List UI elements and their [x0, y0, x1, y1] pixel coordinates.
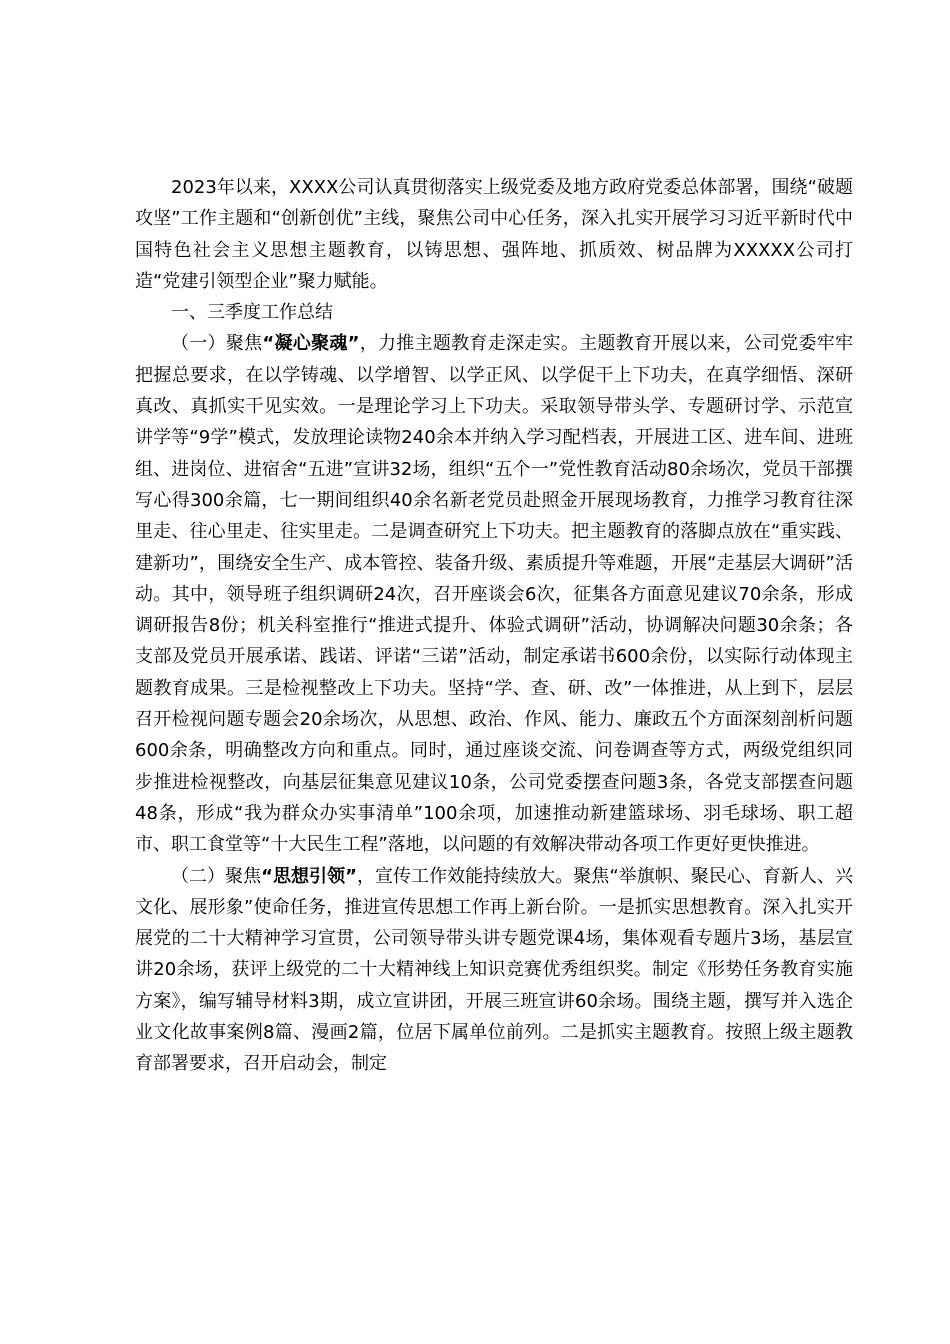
- document-body: [135, 172, 853, 1080]
- item-1-bold-title: “凝心聚魂”: [262, 333, 360, 355]
- item-2-prefix: （二）聚焦: [171, 865, 262, 887]
- item-1-prefix: （一）聚焦: [171, 333, 263, 355]
- paragraph-item-1: [135, 328, 853, 860]
- section-heading: 一、三季度工作总结: [171, 302, 333, 324]
- item-2-body: ，宣传工作效能持续放大。聚焦“举旗帜、聚民心、育新人、兴文化、展形象”使命任务，推进宣传思想工作再上新台阶。一是抓实思想教育。深入扎实开展党的二十大精神学习宣贯，公司领导带头讲专题党课4场，集体观看专题片3场，基层宣讲20余场，获评上级党的二十大精神线上知识竞赛优秀组织奖。制定《形势任务教育实施方案》，编写辅导材料3期，成立宣讲团，开展三班宣讲60余场。围绕主题，撰写并入选企业文化故事案例8篇、漫画2篇，位居下属单位前列。二是抓实主题教育。按照上级主题教育部署要求，召开启动会，制定: [135, 865, 853, 1075]
- intro-paragraph: 2023年以来，XXXX公司认真贯彻落实上级党委及地方政府党委总体部署，围绕“破题攻坚”工作主题和“创新创优”主线，聚焦公司中心任务，深入扎实开展学习习近平新时代中国特色社会主义思想主题教育，以铸思想、强阵地、抓质效、树品牌为XXXXX公司打造“党建引领型企业”聚力赋能。: [135, 177, 853, 292]
- item-2-bold-title: “思想引领”: [261, 865, 357, 887]
- paragraph-item-2: [135, 861, 853, 1080]
- item-1-body: ，力推主题教育走深走实。主题教育开展以来，公司党委牢牢把握总要求，在以学铸魂、以学增智、以学正风、以学促干上下功夫，在真学细悟、深研真改、真抓实干见实效。一是理论学习上下功夫。采取领导带头学、专题研讨学、示范宣讲学等“9学”模式，发放理论读物240余本并纳入学习配档表，开展进工区、进车间、进班组、进岗位、进宿舍“五进”宣讲32场，组织“五个一”党性教育活动80余场次，党员干部撰写心得300余篇，七一期间组织40余名新老党员赴照金开展现场教育，力推学习教育往深里走、往心里走、往实里走。二是调查研究上下功夫。把主题教育的落脚点放在“重实践、建新功”，围绕安全生产、成本管控、装备升级、素质提升等难题，开展“走基层大调研”活动。其中，领导班子组织调研24次，召开座谈会6次，征集各方面意见建议70余条，形成调研报告8份；机关科室推行“推进式提升、体验式调研”活动，协调解决问题30余条；各支部及党员开展承诺、践诺、评诺“三诺”活动，制定承诺书600余份，以实际行动体现主题教育成果。三是检视整改上下功夫。坚持“学、查、研、改”一体推进，从上到下，层层召开检视问题专题会20余场次，从思想、政治、作风、能力、廉政五个方面深刻剖析问题600余条，明确整改方向和重点。同时，通过座谈交流、问卷调查等方式，两级党组织同步推进检视整改，向基层征集意见建议10条，公司党委摆查问题3条，各党支部摆查问题48条，形成“我为群众办实事清单”100余项，加速推动新建篮球场、羽毛球场、职工超市、职工食堂等“十大民生工程”落地，以问题的有效解决带动各项工作更好更快推进。: [135, 333, 854, 856]
